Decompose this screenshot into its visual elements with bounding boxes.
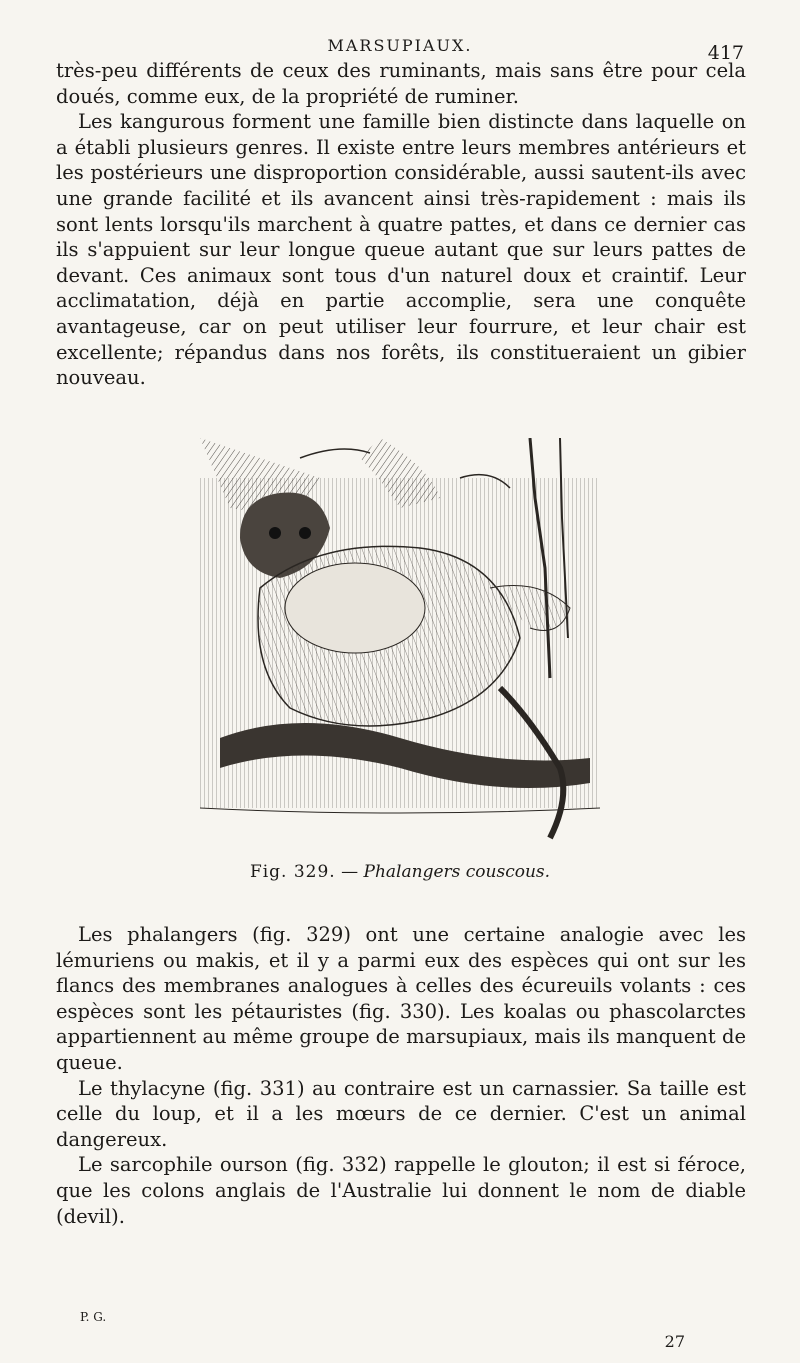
paragraph: Les kangurous forment une famille bien distincte dans laquelle on a établi plusieurs genres. Il existe entre leurs membres antérieurs et les postérieurs une disproportion considérable, aussi sautent-ils avec une grande facilité et ils avancent ainsi très-rapidement : mais ils sont lents lorsqu'ils marchent à quatre pattes, et dans ce dernier cas ils s'appuient sur leur longue queue autant que sur leurs pattes de devant. Ces animaux sont tous d'un naturel doux et craintif. Leur acclimatation, déjà en partie accomplie, sera une conquête avantageuse, car on peut utiliser leur fourrure, et leur chair est excellente; répandus dans nos forêts, ils constitueraient un gibier nouveau. xyxy=(56,110,746,390)
page-number: 417 xyxy=(707,42,744,64)
running-title: MARSUPIAUX. xyxy=(327,36,473,55)
text-block-top xyxy=(56,58,746,391)
page-footer xyxy=(0,1310,800,1356)
phalanger-engraving xyxy=(200,438,600,850)
paragraph: Le sarcophile ourson (fig. 332) rappelle le glouton; il est si féroce, que les colons anglais de l'Australie lui donnent le nom de diable (devil). xyxy=(56,1153,746,1228)
printer-signature: P. G. xyxy=(80,1310,107,1324)
figure-illustration xyxy=(200,438,600,850)
sheet-number: 27 xyxy=(664,1332,685,1351)
paragraph: très-peu différents de ceux des ruminants, mais sans être pour cela doués, comme eux, de la propriété de ruminer. xyxy=(56,59,746,108)
caption-separator: — xyxy=(341,862,359,882)
figure-title: Phalangers couscous. xyxy=(363,862,551,882)
paragraph: Le thylacyne (fig. 331) au contraire est un carnassier. Sa taille est celle du loup, et il a les mœurs de ce dernier. C'est un animal dangereux. xyxy=(56,1076,746,1151)
text-block-bottom xyxy=(56,922,746,1229)
figure-caption xyxy=(0,862,800,882)
paragraph: Les phalangers (fig. 329) ont une certaine analogie avec les lémuriens ou makis, et il y a parmi eux des espèces qui ont sur les flancs des membranes analogues à celles des écureuils volants : ces espèces sont les pétauristes (fig. 330). Les koalas ou phascolarctes appartiennent au même groupe de marsupiaux, mais ils manquent de queue. xyxy=(56,923,746,1074)
figure-label: Fig. 329. xyxy=(249,862,336,882)
